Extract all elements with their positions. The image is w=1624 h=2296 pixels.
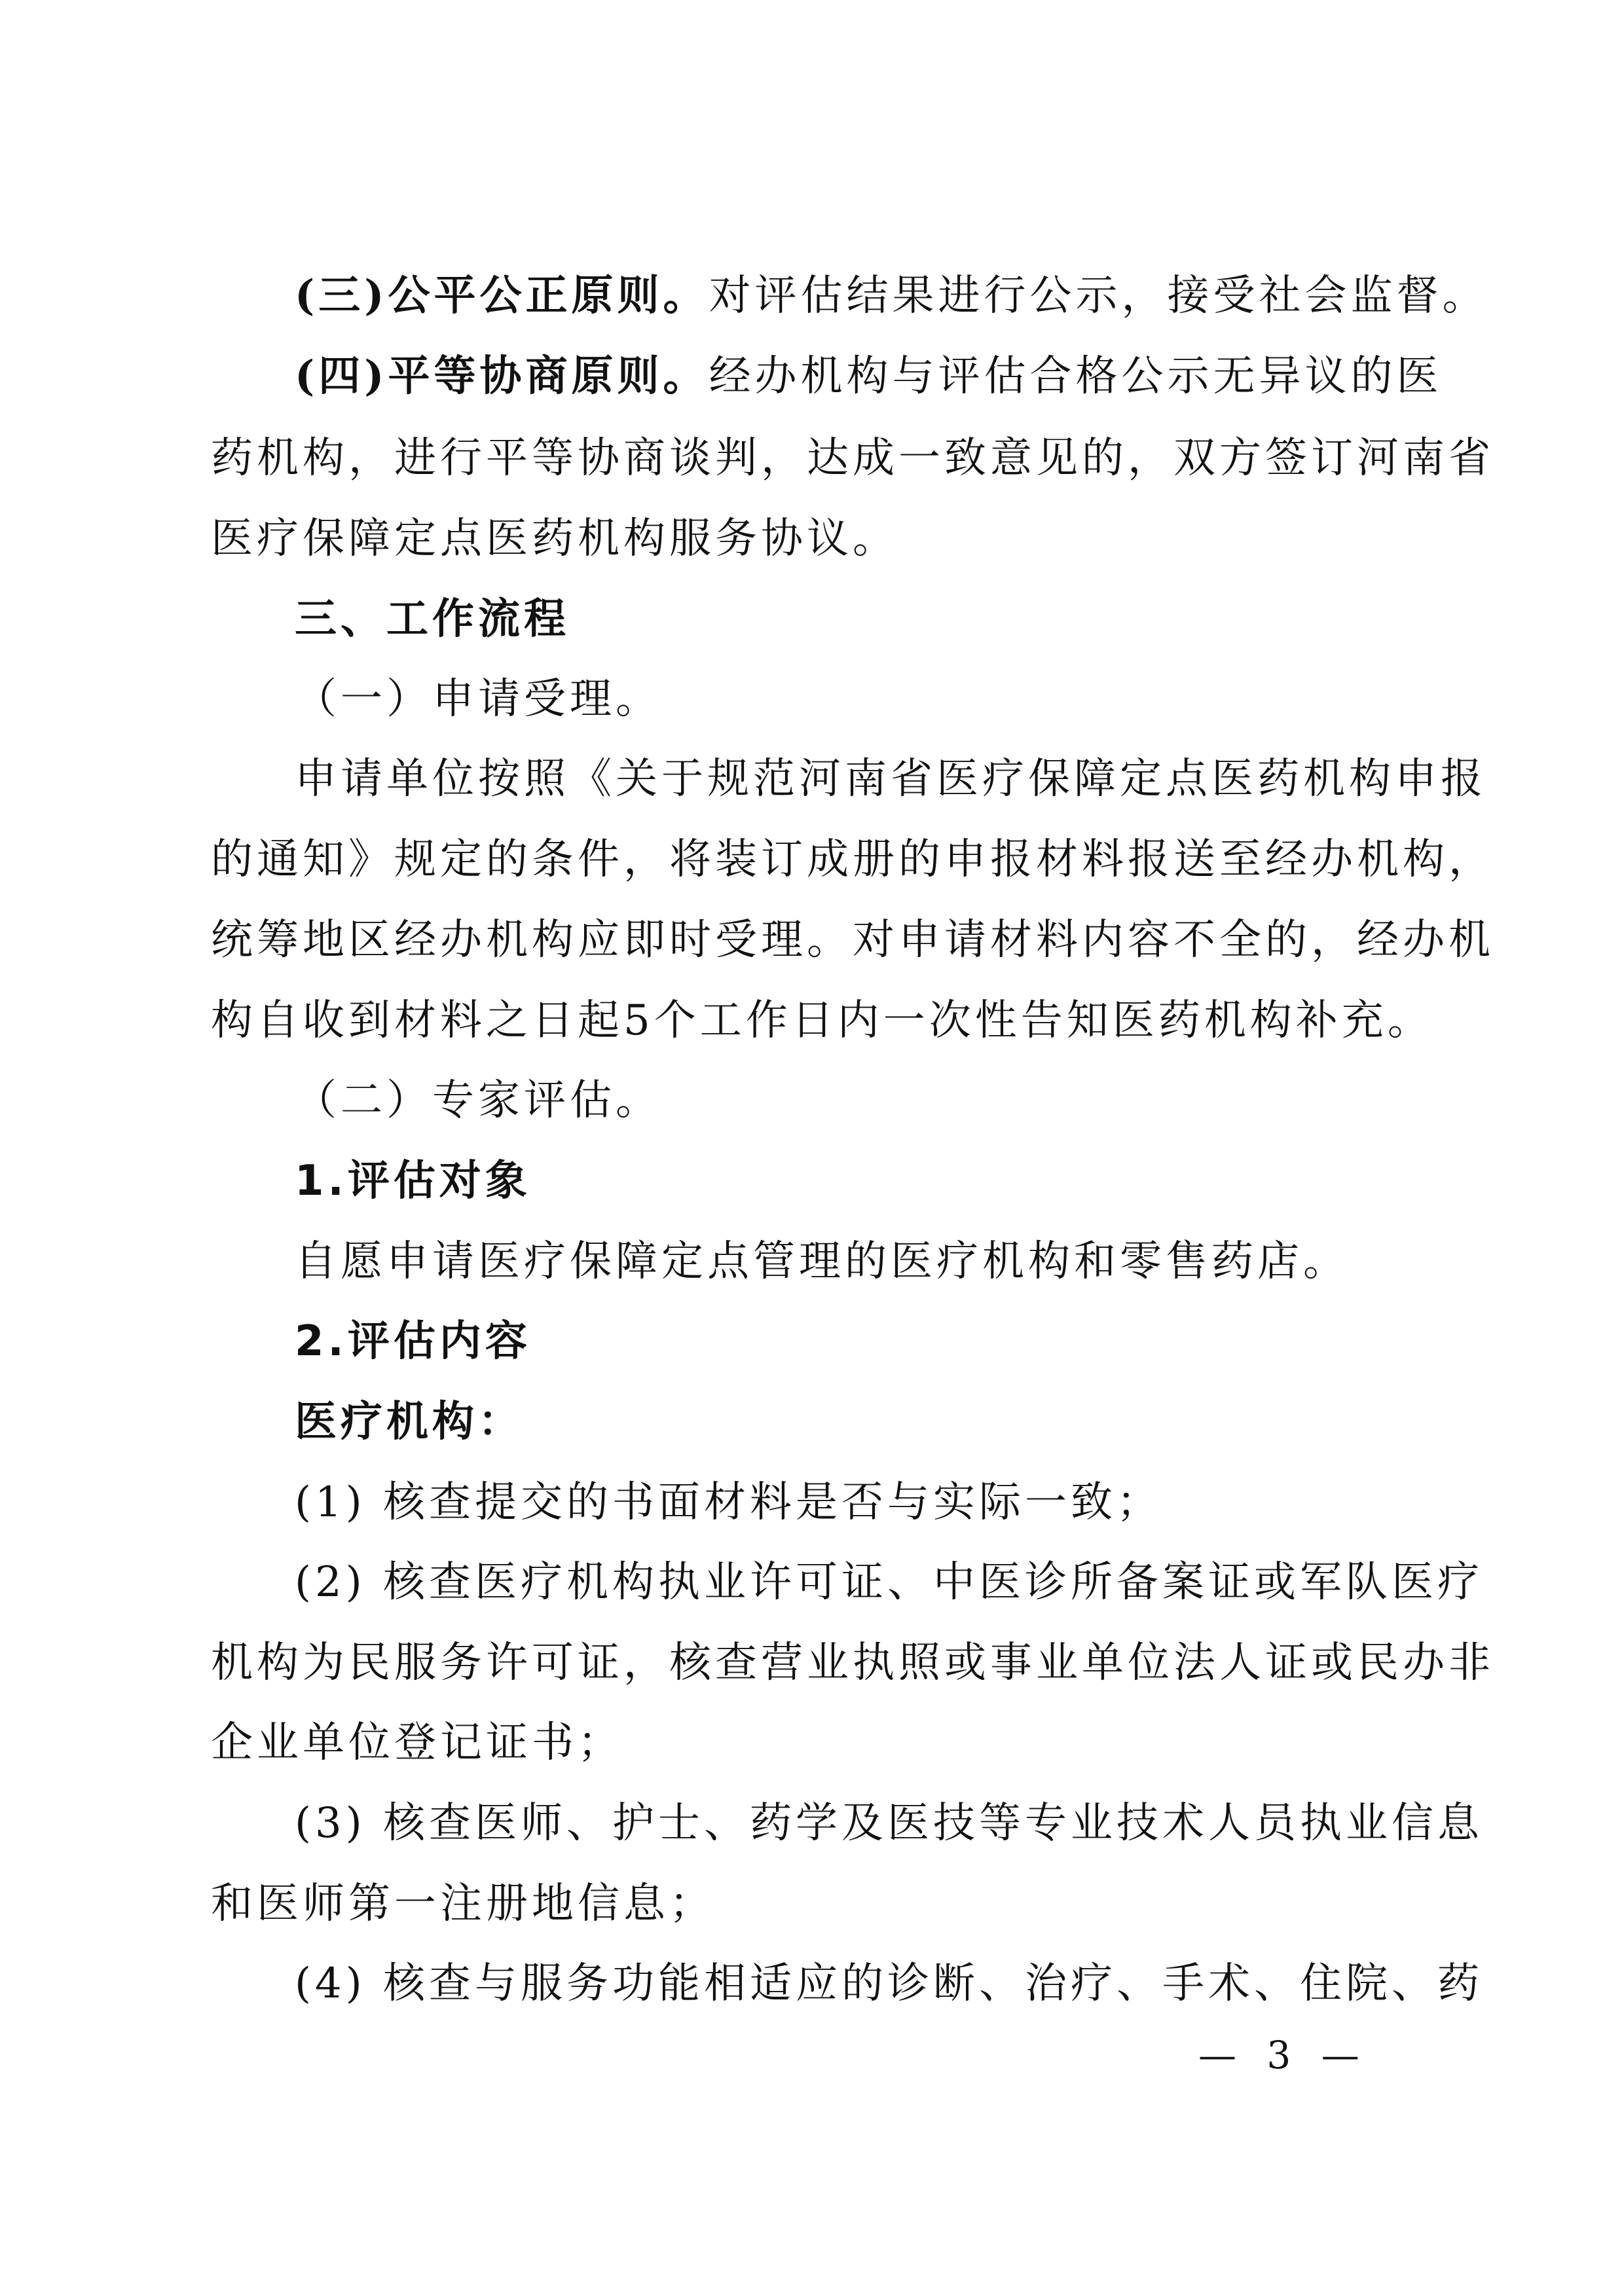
principle-equality-text: 经办机构与评估合格公示无异议的医 <box>709 352 1443 401</box>
page-number: — 3 — <box>1198 2033 1369 2077</box>
item-2-line1: (2) 核查医疗机构执业许可证、中医诊所备案证或军队医疗 <box>295 1558 1483 1607</box>
principle-fairness-label: (三)公平公正原则。 <box>295 271 709 320</box>
step1-paragraph-line2: 的通知》规定的条件，将装订成册的申报材料报送至经办机构， <box>211 835 1494 884</box>
sub1-text: 自愿申请医疗保障定点管理的医疗机构和零售药店。 <box>295 1237 1349 1286</box>
principle-equality-label: (四)平等协商原则。 <box>295 352 709 401</box>
item-3-line1: (3) 核查医师、护士、药学及医技等专业技术人员执业信息 <box>295 1799 1483 1848</box>
principle-fairness <box>295 270 1488 322</box>
step1-paragraph-line1: 申请单位按照《关于规范河南省医疗保障定点医药机构申报 <box>295 755 1486 803</box>
medical-institutions-title: 医疗机构： <box>295 1398 524 1446</box>
step1-paragraph-line4: 构自收到材料之日起5个工作日内一次性告知医药机构补充。 <box>211 996 1433 1045</box>
sub2-title: 2.评估内容 <box>295 1317 531 1366</box>
item-3-line2: 和医师第一注册地信息； <box>211 1880 715 1928</box>
item-1-line1: (1) 核查提交的书面材料是否与实际一致； <box>295 1478 1162 1527</box>
sub1-title: 1.评估对象 <box>295 1157 531 1205</box>
principle-equality-line1 <box>295 350 1443 403</box>
item-4-line1: (4) 核查与服务功能相适应的诊断、治疗、手术、住院、药 <box>295 1959 1483 2008</box>
step2-title: （二）专家评估。 <box>295 1076 661 1125</box>
step1-title: （一）申请受理。 <box>295 675 661 723</box>
principle-fairness-text: 对评估结果进行公示，接受社会监督。 <box>709 272 1488 320</box>
step1-paragraph-line3: 统筹地区经办机构应即时受理。对申请材料内容不全的，经办机 <box>211 916 1494 964</box>
principle-equality-line2: 药机构，进行平等协商谈判，达成一致意见的，双方签订河南省 <box>211 434 1494 483</box>
section-heading-workflow: 三、工作流程 <box>295 595 570 644</box>
item-2-line3: 企业单位登记证书； <box>211 1719 623 1767</box>
principle-equality-line3: 医疗保障定点医药机构服务协议。 <box>211 515 898 563</box>
item-2-line2: 机构为民服务许可证，核查营业执照或事业单位法人证或民办非 <box>211 1639 1494 1687</box>
